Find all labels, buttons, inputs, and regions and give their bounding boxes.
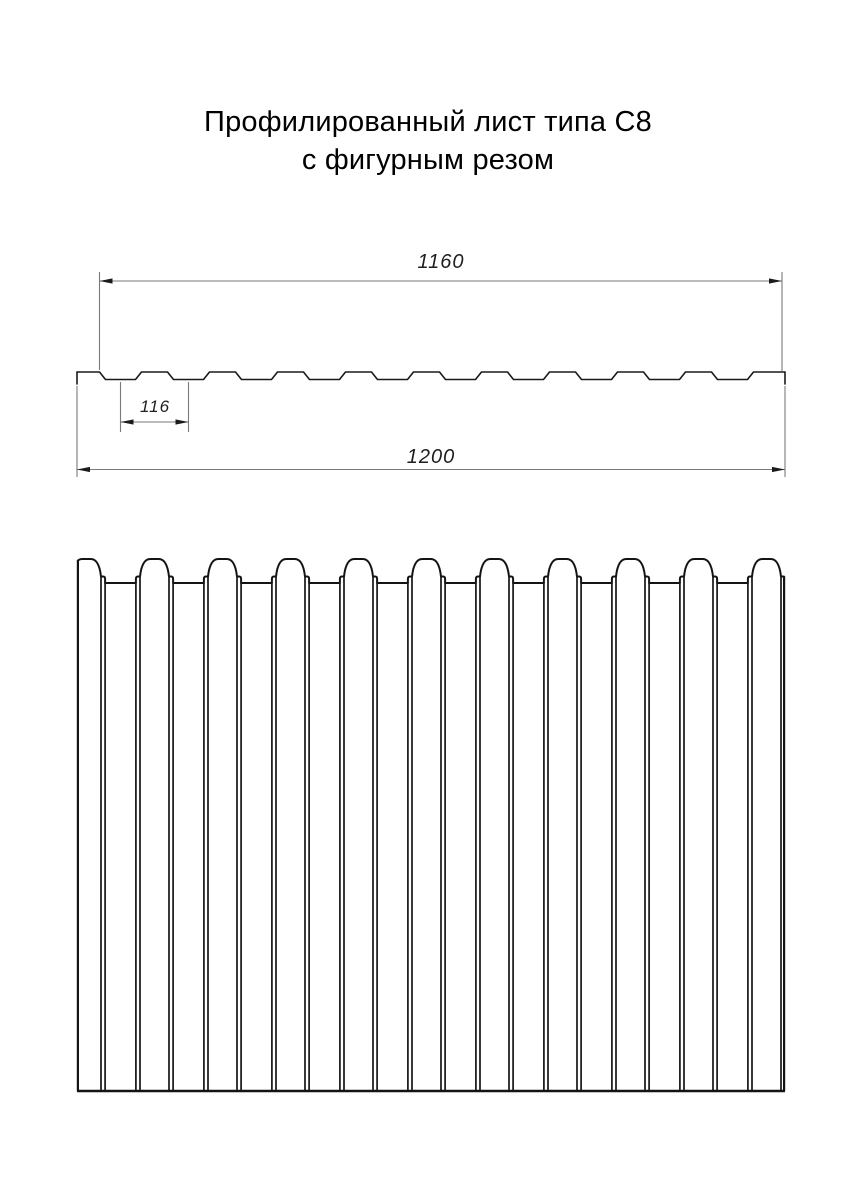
dimension-label-rib-pitch: 116 <box>139 397 171 416</box>
cross-section-view <box>77 372 785 384</box>
dimension-label-top-width: 1160 <box>417 251 465 273</box>
arrow-left <box>77 467 90 472</box>
arrow-right <box>769 278 782 283</box>
arrow-right <box>772 467 785 472</box>
profile-outline <box>77 372 785 380</box>
arrow-right <box>176 419 189 424</box>
arrow-left <box>100 278 113 283</box>
front-view <box>57 559 807 1091</box>
title-line-1: Профилированный лист типа С8 <box>204 106 652 138</box>
title-line-2: с фигурным резом <box>301 144 555 176</box>
arrow-left <box>121 419 134 424</box>
dimension-label-overall-width: 1200 <box>406 446 456 468</box>
